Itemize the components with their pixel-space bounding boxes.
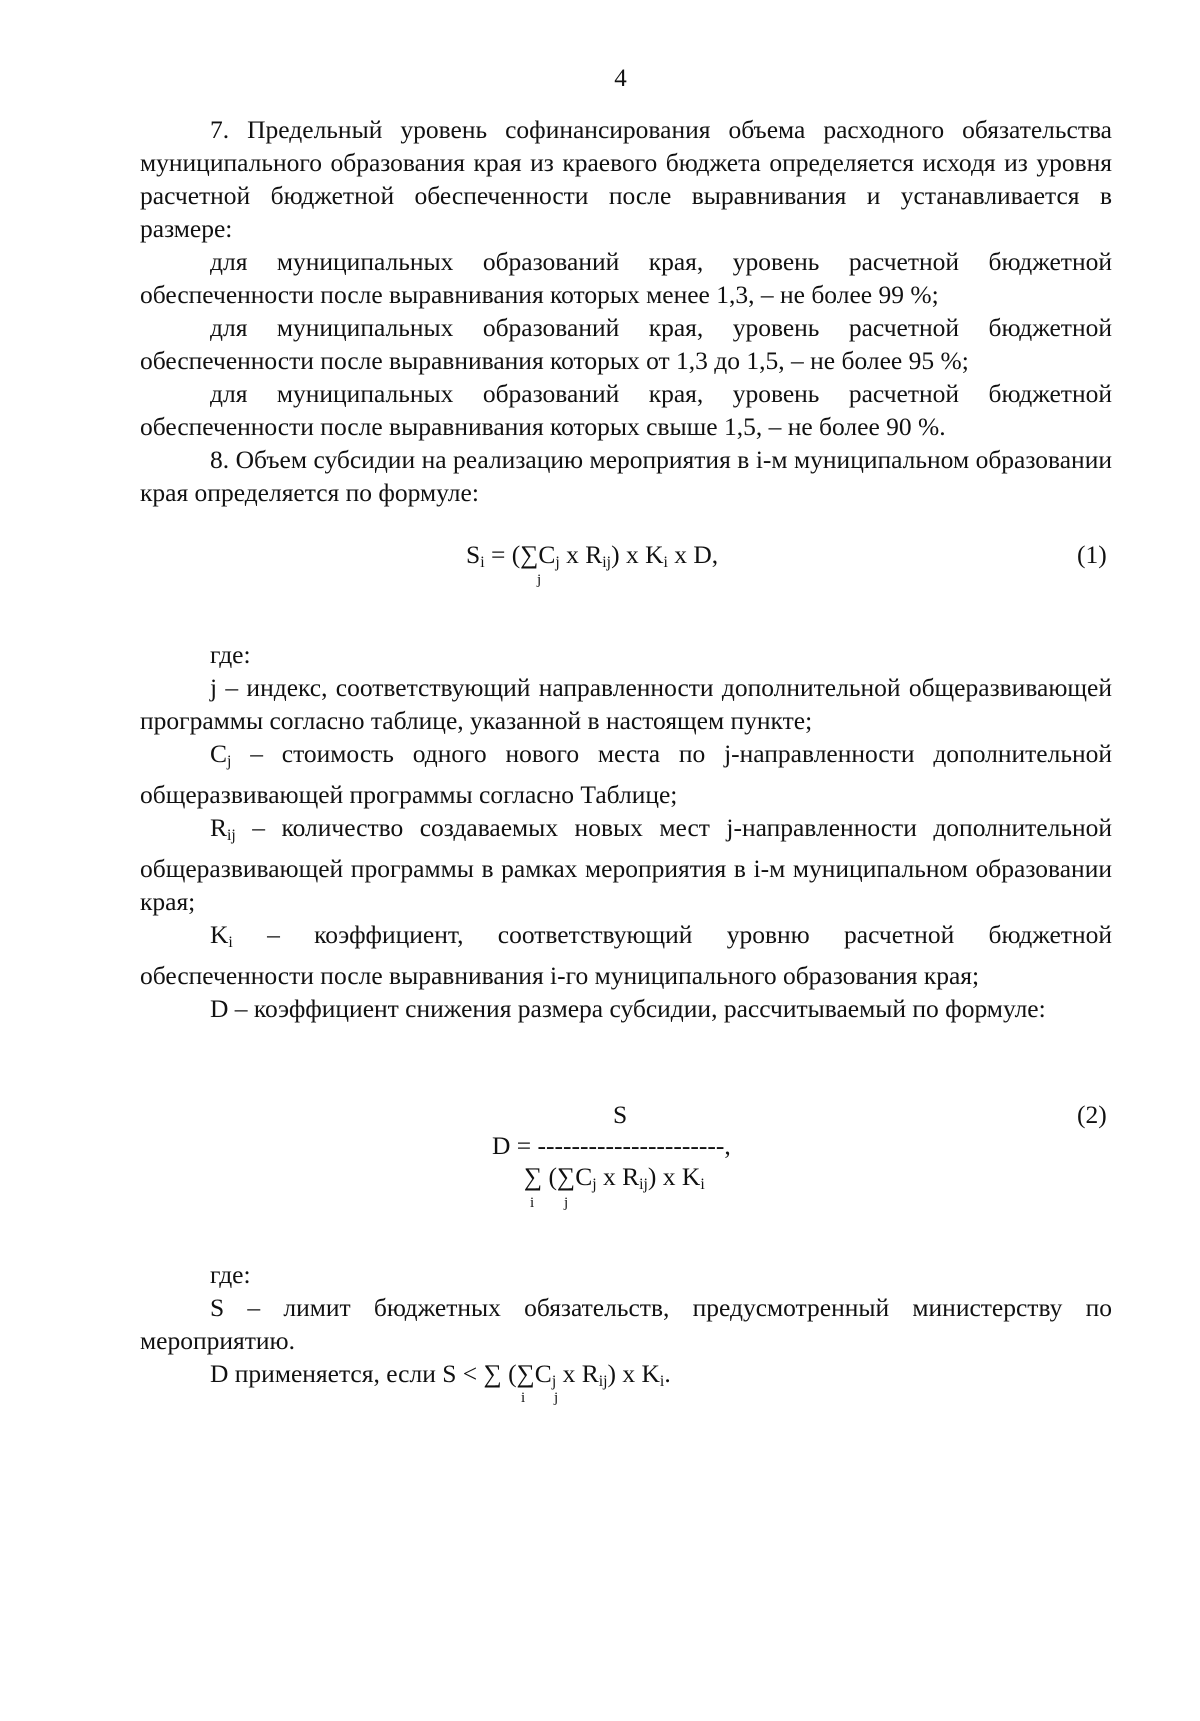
formula-2-inner-sum-index: j — [564, 1195, 569, 1211]
formula-2-fraction-line: D = ----------------------, — [492, 1131, 731, 1160]
definition-d: D – коэффициент снижения размера субсидии, рассчитываемый по формуле: — [210, 993, 1046, 1023]
section-7-item-2: для муниципальных образований края, уровень расчетной бюджетной обеспеченности после выравнивания которых от 1,3 до 1,5, – не более 95 %; — [140, 313, 1112, 375]
definition-k: $K_i$ – коэффициент, соответствующий уровню расчетной бюджетной обеспеченности после выравнивания i-го муниципального образования края; — [140, 919, 1112, 990]
formula-2-denominator: ∑ ($\sum C_j$ x $R_{ij}$) x $K_i$ — [524, 1162, 705, 1193]
where-label-1: где: — [210, 640, 251, 669]
where-label-2: где: — [210, 1260, 251, 1289]
definition-j: j – индекс, соответствующий направленности дополнительной общеразвивающей программы согласно таблице, указанной в настоящем пункте; — [140, 673, 1112, 735]
formula-2-numerator: S — [613, 1100, 628, 1129]
formula-1: $S_i = (\sum C_j$ x $R_{ij}$) x $K_i$ x D, — [466, 540, 719, 571]
definitions-1 — [140, 638, 1112, 1025]
d-applies-condition: D применяется, если S < ∑ ($\sum C_j$ x $R_{ij}$) x $K_i$. — [210, 1359, 671, 1390]
formula-2-number: (2) — [1077, 1100, 1107, 1129]
formula-1-sum-index: j — [537, 572, 542, 588]
section-7 — [140, 113, 1112, 509]
definition-s: S – лимит бюджетных обязательств, предусмотренный министерству по мероприятию. — [140, 1293, 1112, 1355]
condition-outer-sum-index: i — [521, 1390, 526, 1406]
definition-r: $R_{ij}$ – количество создаваемых новых мест j-направленности дополнительной общеразвивающей программы в рамках мероприятия в i-м муниципальном образовании края; — [140, 812, 1112, 916]
definitions-2 — [140, 1258, 1112, 1398]
formula-1-lhs: S — [466, 540, 481, 569]
page-number: 4 — [614, 65, 627, 92]
section-7-intro: 7. Предельный уровень софинансирования объема расходного обязательства муниципального образования края из краевого бюджета определяется исходя из уровня расчетной бюджетной обеспеченности после выравнивания и устанавливается в размере: — [140, 115, 1112, 243]
formula-2-outer-sum-index: i — [530, 1195, 535, 1211]
section-8-intro: 8. Объем субсидии на реализацию мероприятия в i-м муниципальном образовании края определяется по формуле: — [140, 445, 1112, 507]
section-7-item-1: для муниципальных образований края, уровень расчетной бюджетной обеспеченности после выравнивания которых менее 1,3, – не более 99 %; — [140, 247, 1112, 309]
formula-1-number: (1) — [1077, 540, 1107, 569]
condition-inner-sum-index: j — [554, 1390, 559, 1406]
definition-c: $C_j$ – стоимость одного нового места по j-направленности дополнительной общеразвивающей программы согласно Таблице; — [140, 739, 1112, 809]
section-7-item-3: для муниципальных образований края, уровень расчетной бюджетной обеспеченности после выравнивания которых свыше 1,5, – не более 90 %. — [140, 379, 1112, 441]
